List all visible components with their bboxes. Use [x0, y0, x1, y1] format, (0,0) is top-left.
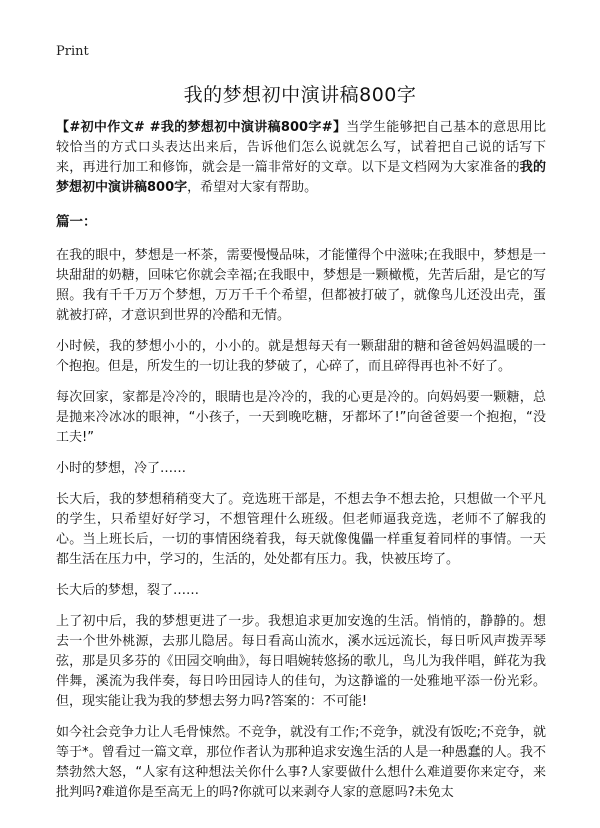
body-paragraph: 小时候，我的梦想小小的，小小的。就是想每天有一颗甜甜的糖和爸爸妈妈温暖的一个抱抱。但是，所发生的一切让我的梦破了，心碎了，而且碎得再也补不好了。 — [56, 339, 546, 374]
article-content — [56, 118, 546, 814]
body-paragraph: 如今社会竞争力让人毛骨悚然。不竞争，就没有工作;不竞争，就没有饭吃;不竞争，就等于*。曾看过一篇文章，那位作者认为那种追求安逸生活的人是一种愚蠢的人。我不禁勃然大怒，“人家有这种想法关你什么事?人家要做什么想什么难道要你来定夺，来批判吗?难道你是至高无上的吗?你就可以来剥夺人家的意愿吗?未免太 — [56, 725, 546, 800]
intro-text: 当学生能够把自己基本的意思用比较恰当的方式口头表达出来后，告诉他们怎么说就怎么写，试着把自己说的话写下来，再进行加工和修饰，就会是一篇非常好的文章。以下是文档网为大家准备的 — [56, 120, 546, 175]
intro-text-end: ，希望对大家有帮助。 — [187, 180, 318, 195]
body-paragraph: 在我的眼中，梦想是一杯茶，需要慢慢品味，才能懂得个中滋味;在我眼中，梦想是一块甜甜的奶糖，回味它你就会幸福;在我眼中，梦想是一颗橄榄，先苦后甜，是它的写照。我有千千万万个梦想，万万千千个希望，但都被打破了，就像鸟儿还没出壳，蛋就被打碎，才意识到世界的冷酷和无情。 — [56, 248, 546, 323]
intro-paragraph — [56, 118, 546, 198]
body-paragraph: 长大后的梦想，裂了…… — [56, 583, 200, 598]
body-paragraph: 小时的梦想，冷了…… — [56, 461, 187, 476]
intro-bold-title: 我的梦想初中演讲稿800字 — [56, 160, 546, 195]
page-title: 我的梦想初中演讲稿800字 — [183, 84, 417, 106]
intro-tag: 【#初中作文# #我的梦想初中演讲稿800字#】 — [56, 120, 347, 135]
section-heading: 篇一： — [56, 214, 97, 230]
body-paragraph: 每次回家，家都是冷冷的，眼睛也是冷冷的，我的心更是冷的。向妈妈要一颗糖，总是抛来冷冰冰的眼神，“小孩子，一天到晚吃糖，牙都坏了!”向爸爸要一个抱抱，“没工夫!” — [56, 390, 546, 445]
body-text — [56, 246, 546, 803]
print-link[interactable]: Print — [56, 44, 89, 59]
body-paragraph: 上了初中后，我的梦想更进了一步。我想追求更加安逸的生活。悄悄的，静静的。想去一个世外桃源，去那儿隐居。每日看高山流水，溪水远远流长，每日听风声拨弄琴弦，那是贝多芬的《田园交响曲》，每日唱婉转悠扬的歌儿，鸟儿为我伴唱，鲜花为我伴舞，溪流为我伴奏，每日吟田园诗人的佳句，为这静谧的一处雅地平添一份光彩。但，现实能让我为我的梦想去努力吗?答案的：不可能! — [56, 614, 546, 709]
body-paragraph: 长大后，我的梦想稍稍变大了。竞选班干部是，不想去争不想去抢，只想做一个平凡的学生，只希望好好学习，不想管理什么班级。但老师逼我竞选，老师不了解我的心。当上班长后，一切的事情困绕着我，每天就像傀儡一样重复着同样的事情。一天都生活在压力中，学习的，生活的，处处都有压力。我，快被压垮了。 — [56, 492, 546, 567]
